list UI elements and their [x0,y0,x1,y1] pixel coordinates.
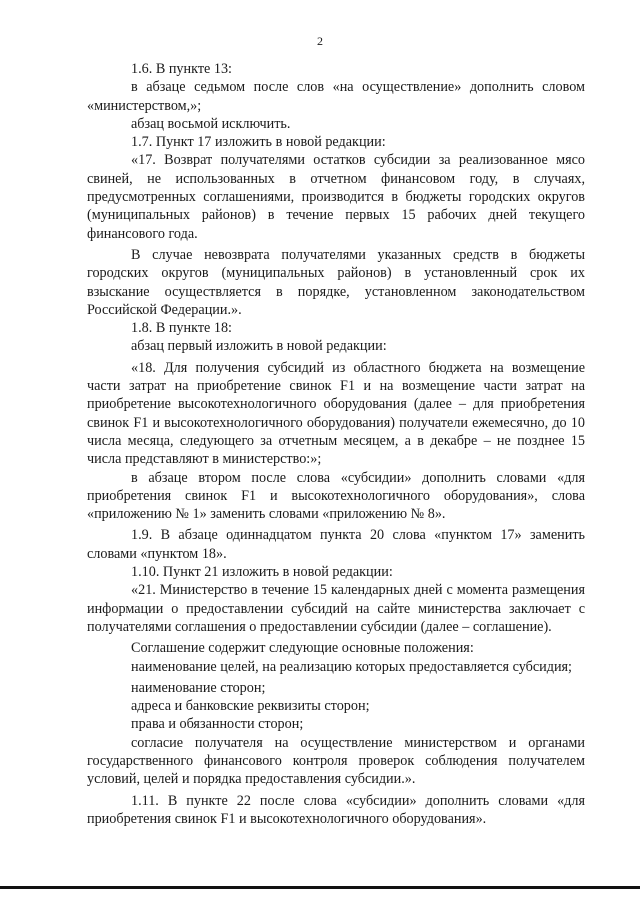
paragraph: В случае невозврата получателями указанных средств в бюджеты городских округов (муниципальных районов) в установленный срок их взыскание осуществляется в порядке, установленном законодательством Российской Федерации.». [87,246,585,318]
paragraph: наименование целей, на реализацию которых предоставляется субсидия; [131,658,573,675]
paragraph: адреса и банковские реквизиты сторон; [131,698,370,715]
paragraph: в абзаце седьмом после слов «на осуществление» дополнить словом «министерством,»; [87,79,585,114]
paragraph: «21. Министерство в течение 15 календарных дней с момента размещения информации о предоставлении субсидий на сайте министерства заключает с получателями соглашения о предоставлении субсидии (далее – соглашение). [87,582,585,635]
paragraph-1-8-heading: 1.8. В пункте 18: [131,320,232,337]
paragraph-1-6-heading: 1.6. В пункте 13: [131,61,232,77]
paragraph: Соглашение содержит следующие основные положения: [131,640,474,657]
bottom-rule [0,886,640,889]
document-body [87,60,585,828]
paragraph: «17. Возврат получателями остатков субсидии за реализованное мясо свиней, не использованных в отчетном финансовом году, в случаях, предусмотренных соглашениями, производится в бюджеты городских округов (муниципальных районов) в течение первых 15 рабочих дней текущего финансового года. [87,152,585,242]
paragraph: абзац первый изложить в новой редакции: [131,338,387,355]
paragraph-1-11: 1.11. В пункте 22 после слова «субсидии» дополнить словами «для приобретения свинок F1 и высокотехнологичного оборудования». [87,792,585,827]
paragraph-1-7-heading: 1.7. Пункт 17 изложить в новой редакции: [131,134,386,151]
paragraph: «18. Для получения субсидий из областного бюджета на возмещение части затрат на приобретение свинок F1 и на возмещение части затрат на приобретение высокотехнологичного оборудования (далее – для приобретения свинок F1 и высокотехнологичного оборудования) получатели ежемесячно, до 10 числа месяца, следующего за отчетным месяцем, а в декабре – не позднее 15 числа представляют в министерство:»; [87,359,585,468]
page-number: 2 [317,34,323,48]
paragraph: абзац восьмой исключить. [131,115,291,132]
paragraph-1-9: 1.9. В абзаце одиннадцатом пункта 20 слова «пунктом 17» заменить словами «пунктом 18». [87,527,585,562]
paragraph: в абзаце втором после слова «субсидии» дополнить словами «для приобретения свинок F1 и высокотехнологичного оборудования», слова «приложению № 1» заменить словами «приложению № 8». [87,469,585,523]
paragraph: согласие получателя на осуществление министерством и органами государственного финансового контроля проверок соблюдения получателем условий, целей и порядка предоставления субсидии.». [87,734,585,788]
paragraph: права и обязанности сторон; [131,716,304,733]
paragraph-1-10-heading: 1.10. Пункт 21 изложить в новой редакции: [131,564,393,581]
paragraph: наименование сторон; [131,679,266,696]
